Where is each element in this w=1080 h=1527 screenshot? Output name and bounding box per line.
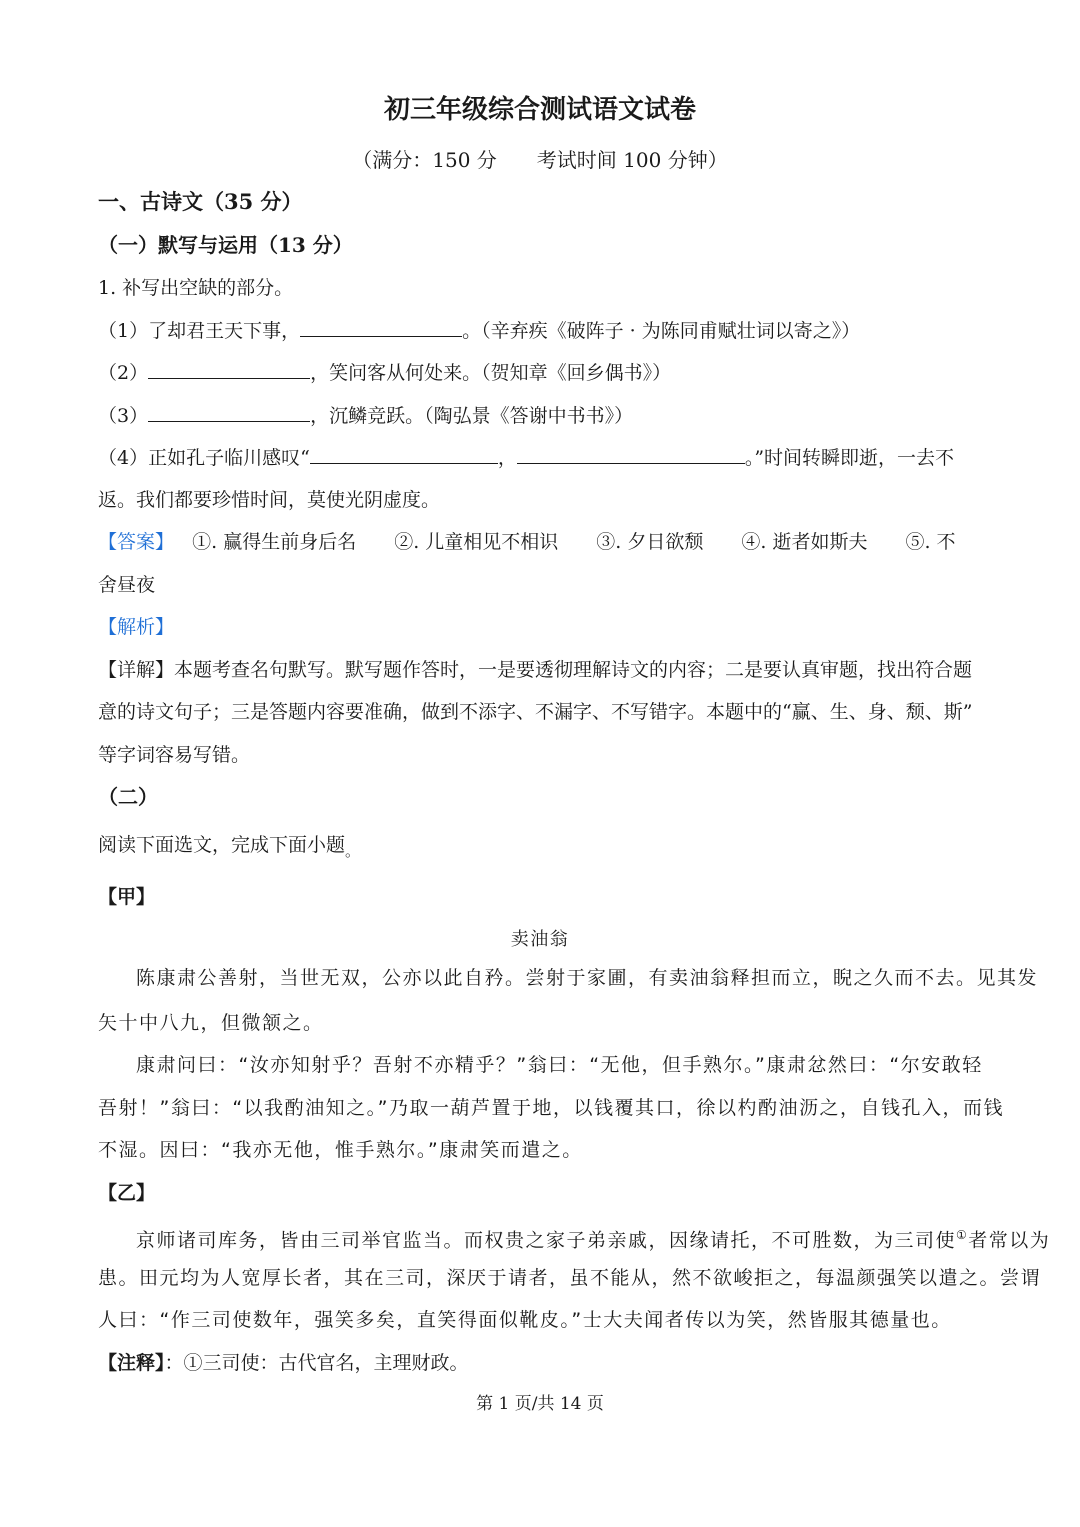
- subsection-heading-2: （二）: [98, 785, 158, 809]
- passage-b-line-2: 患。田元均为人宽厚长者，其在三司，深厌于请者，虽不能从，然不欲峻拒之，每温颜强笑以遣之。尝谓: [98, 1267, 1042, 1289]
- item-4-comma: ，: [497, 447, 517, 469]
- item-2-prefix: （2）: [98, 362, 149, 384]
- answer-line: [98, 528, 982, 556]
- page-subtitle: （满分：150 分 考试时间 100 分钟）: [352, 148, 728, 172]
- subsection-heading-1: （一）默写与运用（13 分）: [98, 233, 353, 257]
- question-1-item-4: [98, 443, 982, 472]
- question-1-stem: 1. 补写出空缺的部分。: [98, 277, 294, 299]
- answer-blank-3[interactable]: [148, 401, 310, 422]
- detail-line-1: 【详解】本题考查名句默写。默写题作答时，一是要透彻理解诗文的内容；二是要认真审题，找出符合题: [98, 659, 973, 681]
- passage-a-line-1: 陈康肃公善射，当世无双，公亦以此自矜。尝射于家圃，有卖油翁释担而立，睨之久而不去。见其发: [136, 967, 1039, 989]
- answer-text: ①. 赢得生前身后名 ②. 儿童相见不相识 ③. 夕日欲颓 ④. 逝者如斯夫 ⑤. 不: [192, 531, 956, 553]
- note-tag: 【注释】: [98, 1352, 165, 1374]
- passage-b-line-1: [136, 1221, 1051, 1254]
- question-1-item-2: [98, 358, 982, 387]
- item-3-prefix: （3）: [98, 405, 149, 427]
- reading-prompt-period: 。: [345, 842, 361, 860]
- answer-blank-5[interactable]: [517, 443, 745, 464]
- question-1-item-1: [98, 316, 982, 345]
- item-3-suffix: ，沉鳞竞跃。（陶弘景《答谢中书书》）: [310, 405, 634, 427]
- question-1-item-4-cont: 返。我们都要珍惜时间，莫使光阴虚度。: [98, 489, 441, 511]
- reading-prompt-text: 阅读下面选文，完成下面小题: [98, 834, 346, 856]
- passage-b-line-1-end: 者常以为: [968, 1229, 1051, 1252]
- passage-a-line-5: 不湿。因曰：“我亦无他，惟手熟尔。”康肃笑而遣之。: [98, 1139, 583, 1161]
- detail-line-3: 等字词容易写错。: [98, 744, 251, 766]
- answer-blank-1[interactable]: [300, 316, 462, 337]
- note-line: [98, 1349, 982, 1377]
- reading-prompt: [98, 831, 982, 860]
- passage-a-line-2: 矢十中八九，但微颔之。: [98, 1012, 324, 1034]
- passage-a-title: 卖油翁: [510, 929, 570, 950]
- item-1-suffix: 。（辛弃疾《破阵子 · 为陈同甫赋壮词以寄之》）: [462, 320, 861, 342]
- answer-tag: 【答案】: [98, 531, 175, 553]
- answer-blank-4[interactable]: [310, 443, 498, 464]
- item-4-suffix: 。”时间转瞬即逝，一去不: [744, 447, 955, 469]
- passage-b-line-3: 人曰：“作三司使数年，强笑多矣，直笑得面似靴皮。”士大夫闻者传以为笑，然皆服其德量也。: [98, 1309, 952, 1331]
- passage-a-line-4: 吾射！”翁曰：“以我酌油知之。”乃取一葫芦置于地，以钱覆其口，徐以杓酌油沥之，自钱孔入，而钱: [98, 1097, 1005, 1119]
- detail-line-2: 意的诗文句子；三是答题内容要准确，做到不添字、不漏字、不写错字。本题中的“赢、生、身、颓、斯”: [98, 701, 973, 723]
- analysis-tag: 【解析】: [98, 616, 175, 638]
- question-1-item-3: [98, 401, 982, 430]
- section-heading-1: 一、古诗文（35 分）: [98, 189, 303, 214]
- passage-b-line-1-text: 京师诸司库务，皆由三司举官监当。而权贵之家子弟亲戚，因缘请托，不可胜数，为三司使: [136, 1229, 957, 1252]
- note-text: ：①三司使：古代官名，主理财政。: [164, 1352, 469, 1374]
- answer-blank-2[interactable]: [148, 358, 310, 379]
- item-4-prefix: （4）正如孔子临川感叹“: [98, 447, 310, 469]
- item-2-suffix: ，笑问客从何处来。（贺知章《回乡偶书》）: [310, 362, 672, 384]
- passage-a-line-3: 康肃问曰：“汝亦知射乎？吾射不亦精乎？”翁曰：“无他，但手熟尔。”康肃忿然曰：“尔安敢轻: [136, 1054, 983, 1076]
- footnote-marker: ①: [956, 1228, 969, 1242]
- answer-line-cont: 舍昼夜: [98, 574, 156, 596]
- page-footer: 第 1 页/共 14 页: [476, 1394, 604, 1414]
- passage-b-label: 【乙】: [98, 1182, 156, 1204]
- page-title: 初三年级综合测试语文试卷: [383, 95, 696, 125]
- item-1-prefix: （1）了却君王天下事，: [98, 320, 301, 342]
- passage-a-label: 【甲】: [98, 886, 156, 908]
